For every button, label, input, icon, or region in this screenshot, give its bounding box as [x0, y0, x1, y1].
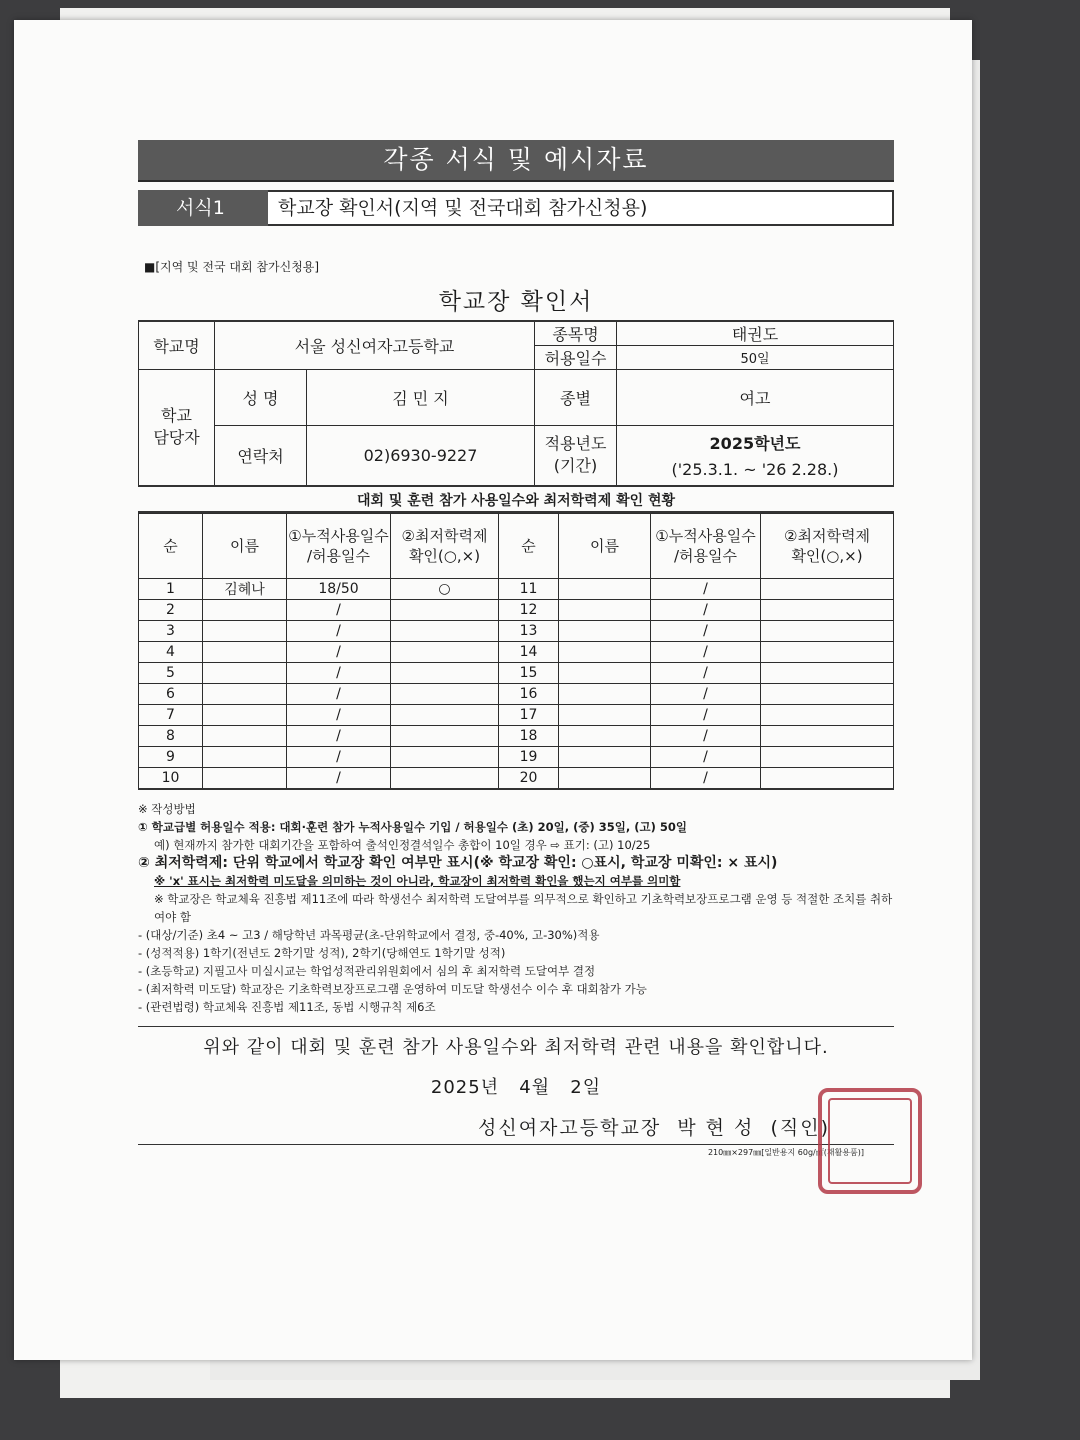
cell-check	[391, 641, 499, 662]
cell-name	[203, 641, 287, 662]
form-header	[138, 190, 894, 226]
header-check: ②최저학력제 확인(○,×)	[761, 513, 894, 578]
cell-check	[391, 767, 499, 789]
cell-name	[559, 725, 651, 746]
sport-label: 종목명	[535, 321, 617, 346]
cell-used: /	[287, 767, 391, 789]
cell-used: /	[651, 704, 761, 725]
cell-check	[761, 746, 894, 767]
cell-no: 7	[139, 704, 203, 725]
notes-heading: ※ 작성방법	[138, 801, 196, 816]
sport-value: 태권도	[617, 321, 894, 346]
cell-no: 9	[139, 746, 203, 767]
table-row	[139, 641, 894, 662]
header-used: ①누적사용일수 /허용일수	[651, 513, 761, 578]
header-name: 이름	[559, 513, 651, 578]
instructions	[138, 800, 894, 1016]
detail-not-met: - (최저학력 미도달) 학교장은 기초학력보장프로그램 운영하여 미도달 학생선수 이수 후 대회참가 가능	[138, 981, 647, 996]
table-row	[139, 767, 894, 789]
detail-target: - (대상/기준) 초4 ~ 고3 / 해당학년 과목평균(초-단위학교에서 결정, 중-40%, 고-30%)적용	[138, 927, 600, 942]
cell-name	[203, 599, 287, 620]
year-cell	[617, 426, 894, 486]
header-check: ②최저학력제 확인(○,×)	[391, 513, 499, 578]
cell-check	[761, 662, 894, 683]
cell-check	[391, 746, 499, 767]
cell-check	[761, 725, 894, 746]
cell-no: 3	[139, 620, 203, 641]
usage-table	[138, 513, 894, 790]
name-label: 성 명	[215, 370, 307, 426]
cell-check	[761, 578, 894, 599]
cell-no: 20	[499, 767, 559, 789]
allowed-days-label: 허용일수	[535, 346, 617, 370]
cell-check	[761, 641, 894, 662]
cell-no: 4	[139, 641, 203, 662]
table-row	[139, 620, 894, 641]
cell-no: 19	[499, 746, 559, 767]
period-value: ('25.3.1. ~ '26 2.28.)	[671, 460, 839, 480]
note-x-meaning: ※ 'x' 표시는 최저학력 미도달을 의미하는 것이 아니라, 학교장이 최저학력 확인을 했는지 여부를 의미함	[154, 873, 681, 888]
form-tag: 서식1	[138, 190, 268, 226]
manager-label: 학교 담당자	[139, 370, 215, 486]
cell-no: 2	[139, 599, 203, 620]
cell-name	[559, 578, 651, 599]
header-name: 이름	[203, 513, 287, 578]
cell-used: /	[287, 725, 391, 746]
cell-check	[391, 662, 499, 683]
cell-no: 12	[499, 599, 559, 620]
cell-check: ○	[391, 578, 499, 599]
cell-no: 18	[499, 725, 559, 746]
category-label: 종별	[535, 370, 617, 426]
cell-check	[391, 683, 499, 704]
name-value: 김 민 지	[307, 370, 535, 426]
cell-used: /	[651, 620, 761, 641]
cell-name	[203, 683, 287, 704]
info-table	[138, 320, 894, 487]
official-seal-stamp	[818, 1088, 922, 1194]
cell-used: /	[651, 641, 761, 662]
cell-used: /	[651, 599, 761, 620]
cell-name	[559, 704, 651, 725]
cell-check	[761, 704, 894, 725]
cell-no: 5	[139, 662, 203, 683]
cell-used: /	[287, 704, 391, 725]
cell-check	[761, 620, 894, 641]
header-no: 순	[499, 513, 559, 578]
cell-name	[559, 767, 651, 789]
table-row	[139, 725, 894, 746]
cell-no: 10	[139, 767, 203, 789]
cell-check	[761, 683, 894, 704]
header-no: 순	[139, 513, 203, 578]
cell-name	[203, 704, 287, 725]
contact-value: 02)6930-9227	[307, 426, 535, 486]
table-row	[139, 683, 894, 704]
seal-border	[828, 1098, 912, 1184]
allowed-days-value: 50일	[617, 346, 894, 370]
cell-no: 14	[499, 641, 559, 662]
form-title: 학교장 확인서	[438, 289, 594, 315]
cell-name	[559, 746, 651, 767]
table-row	[139, 578, 894, 599]
table-row	[139, 746, 894, 767]
note-min-academic: ② 최저학력제: 단위 학교에서 학교장 확인 여부만 표시(※ 학교장 확인: ○표시, 학교장 미확인: × 표시)	[138, 854, 778, 871]
cell-no: 8	[139, 725, 203, 746]
cell-name	[203, 746, 287, 767]
cell-no: 13	[499, 620, 559, 641]
cell-check	[391, 599, 499, 620]
form-content	[138, 140, 894, 1158]
cell-name	[559, 641, 651, 662]
usage-tag: ■[지역 및 전국 대회 참가신청용]	[144, 260, 320, 274]
issue-date: 2025년 4월 2일	[430, 1076, 602, 1098]
table-row	[139, 704, 894, 725]
cell-name	[559, 683, 651, 704]
cell-used: /	[651, 725, 761, 746]
cell-no: 11	[499, 578, 559, 599]
cell-no: 6	[139, 683, 203, 704]
cell-used: /	[287, 683, 391, 704]
detail-elementary: - (초등학교) 지필고사 미실시교는 학업성적관리위원회에서 심의 후 최저학력 도달여부 결정	[138, 963, 596, 978]
cell-check	[391, 620, 499, 641]
cell-name	[559, 662, 651, 683]
cell-used: /	[287, 746, 391, 767]
cell-name	[203, 620, 287, 641]
form-header-title: 학교장 확인서(지역 및 전국대회 참가신청용)	[268, 190, 894, 226]
paper-spec: 210㎜×297㎜[일반용지 60g/㎡(재활용품)]	[138, 1144, 894, 1158]
cell-no: 15	[499, 662, 559, 683]
contact-label: 연락처	[215, 426, 307, 486]
school-value: 서울 성신여자고등학교	[215, 321, 535, 370]
cell-used: /	[651, 746, 761, 767]
cell-name: 김혜나	[203, 578, 287, 599]
cell-name	[559, 620, 651, 641]
cell-name	[203, 662, 287, 683]
section-banner: 각종 서식 및 예시자료	[138, 140, 894, 182]
cell-used: /	[287, 599, 391, 620]
confirmation-statement: 위와 같이 대회 및 훈련 참가 사용일수와 최저학력 관련 내용을 확인합니다.	[138, 1026, 894, 1059]
cell-used: /	[651, 683, 761, 704]
detail-law: - (관련법령) 학교체육 진흥법 제11조, 동법 시행규칙 제6조	[138, 999, 436, 1014]
cell-used: /	[287, 641, 391, 662]
cell-check	[391, 704, 499, 725]
cell-check	[761, 599, 894, 620]
header-used: ①누적사용일수 /허용일수	[287, 513, 391, 578]
cell-used: /	[651, 767, 761, 789]
cell-no: 17	[499, 704, 559, 725]
usage-title: 대회 및 훈련 참가 사용일수와 최저학력제 확인 현황	[138, 487, 894, 513]
table-row	[139, 599, 894, 620]
cell-no: 16	[499, 683, 559, 704]
cell-check	[391, 725, 499, 746]
category-value: 여고	[617, 370, 894, 426]
year-label: 적용년도 (기간)	[535, 426, 617, 486]
detail-grades: - (성적적용) 1학기(전년도 2학기말 성적), 2학기(당해연도 1학기말 성적)	[138, 945, 506, 960]
cell-no: 1	[139, 578, 203, 599]
cell-name	[559, 599, 651, 620]
cell-check	[761, 767, 894, 789]
signer-line: 성신여자고등학교장 박 현 성 (직인)	[478, 1116, 831, 1139]
note-example: 예) 현재까지 참가한 대회기간을 포함하여 출석인정결석일수 총합이 10일 경우 ⇨ 표기: (고) 10/25	[154, 837, 651, 852]
year-value: 2025학년도	[709, 434, 801, 454]
school-label: 학교명	[139, 321, 215, 370]
table-row	[139, 662, 894, 683]
cell-used: /	[287, 662, 391, 683]
cell-used: 18/50	[287, 578, 391, 599]
cell-name	[203, 767, 287, 789]
cell-used: /	[651, 578, 761, 599]
cell-used: /	[287, 620, 391, 641]
note-principal-duty: ※ 학교장은 학교체육 진흥법 제11조에 따라 학생선수 최저학력 도달여부를 의무적으로 확인하고 기초학력보장프로그램 운영 등 적절한 조치를 취하여야 함	[154, 891, 893, 924]
cell-used: /	[651, 662, 761, 683]
note-allowed-days: ① 학교급별 허용일수 적용: 대회·훈련 참가 누적사용일수 기입 / 허용일수 (초) 20일, (중) 35일, (고) 50일	[138, 819, 687, 834]
cell-name	[203, 725, 287, 746]
